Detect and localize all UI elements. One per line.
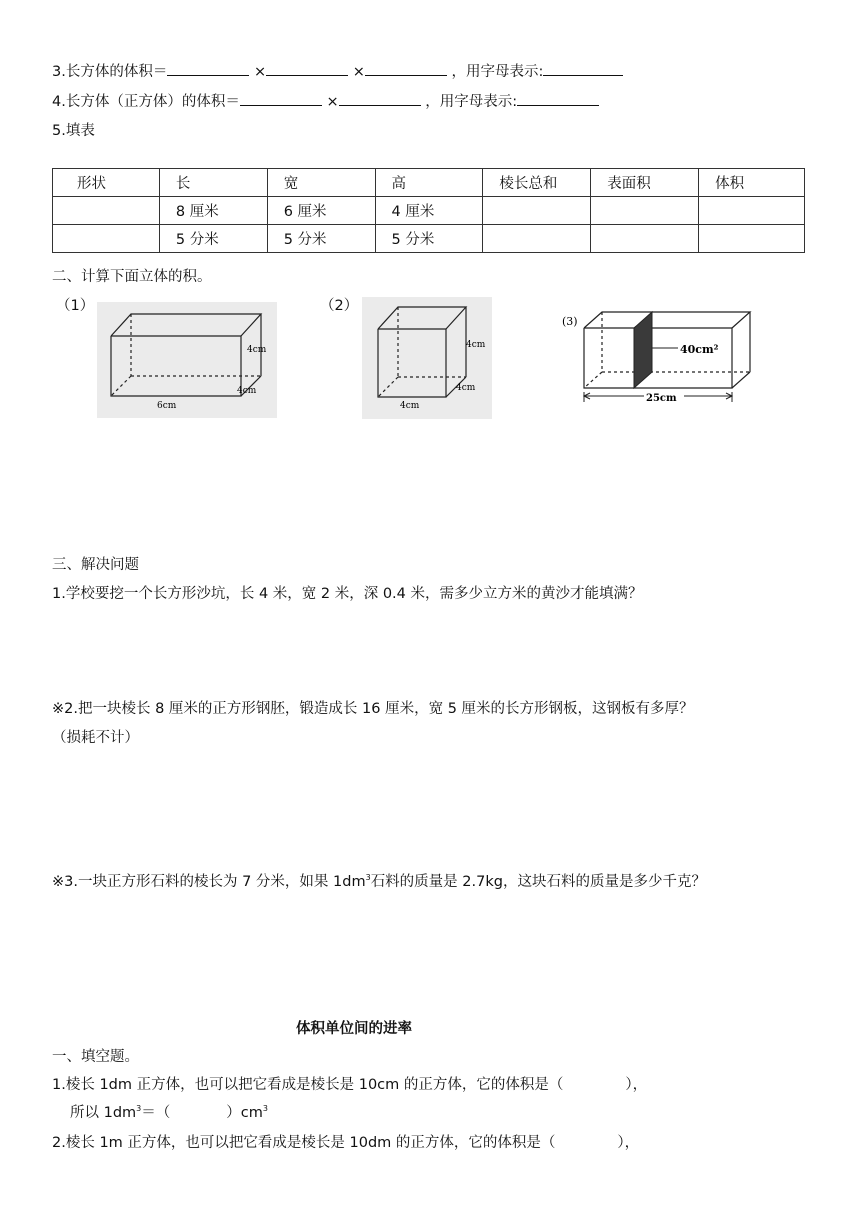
section-3-title: 三、解决问题 bbox=[52, 557, 139, 573]
question-4: 4.长方体（正方体）的体积＝ × ，用字母表示: bbox=[52, 90, 599, 111]
table-header: 棱长总和 bbox=[483, 169, 591, 197]
label-length: 25cm bbox=[646, 393, 677, 404]
answer-blank[interactable] bbox=[266, 61, 348, 76]
fill-table bbox=[52, 168, 805, 253]
prism-figure-3 bbox=[560, 304, 760, 408]
table-header: 宽 bbox=[267, 169, 375, 197]
fill-question-2: 2.棱长 1m 正方体，也可以把它看成是棱长是 10dm 的正方体，它的体积是（ ）， bbox=[52, 1135, 640, 1151]
label-depth: 4cm bbox=[237, 386, 257, 396]
question-3: 3.长方体的体积＝ × × ，用字母表示: bbox=[52, 60, 623, 81]
table-cell[interactable] bbox=[699, 197, 805, 225]
table-cell: 5 分米 bbox=[375, 225, 483, 253]
table-header-row bbox=[53, 169, 805, 197]
cuboid-figure-1 bbox=[97, 302, 277, 418]
label-height: 4cm bbox=[247, 345, 267, 355]
table-header: 表面积 bbox=[591, 169, 699, 197]
problem-2-note: （损耗不计） bbox=[52, 730, 139, 746]
answer-blank[interactable] bbox=[339, 91, 421, 106]
table-cell: 4 厘米 bbox=[375, 197, 483, 225]
label-height: 4cm bbox=[466, 340, 486, 350]
section-title-conversion: 体积单位间的进率 bbox=[296, 1021, 412, 1037]
table-header: 形状 bbox=[53, 169, 160, 197]
table-cell: 5 分米 bbox=[267, 225, 375, 253]
answer-blank[interactable] bbox=[543, 61, 623, 76]
table-header: 高 bbox=[375, 169, 483, 197]
table-header: 长 bbox=[159, 169, 267, 197]
table-row bbox=[53, 197, 805, 225]
table-cell[interactable] bbox=[591, 197, 699, 225]
fill-section-title: 一、填空题。 bbox=[52, 1049, 139, 1065]
answer-blank[interactable] bbox=[167, 61, 249, 76]
table-cell[interactable] bbox=[53, 197, 160, 225]
section-2-title: 二、计算下面立体的积。 bbox=[52, 269, 212, 285]
label-area: 40cm² bbox=[680, 343, 719, 356]
label-length: 6cm bbox=[157, 401, 177, 411]
table-cell: 8 厘米 bbox=[159, 197, 267, 225]
fill-question-1: 1.棱长 1dm 正方体，也可以把它看成是棱长是 10cm 的正方体，它的体积是（ ）， bbox=[52, 1077, 648, 1093]
answer-blank[interactable] bbox=[517, 91, 599, 106]
figure-3-label: (3) bbox=[562, 315, 578, 328]
figure-1-label: （1） bbox=[56, 298, 95, 314]
table-row bbox=[53, 225, 805, 253]
table-cell[interactable] bbox=[483, 225, 591, 253]
figure-2-label: （2） bbox=[320, 298, 359, 314]
table-cell[interactable] bbox=[53, 225, 160, 253]
cube-figure-2 bbox=[362, 297, 492, 419]
table-cell: 5 分米 bbox=[159, 225, 267, 253]
problem-1: 1.学校要挖一个长方形沙坑，长 4 米，宽 2 米，深 0.4 米，需多少立方米的黄沙才能填满？ bbox=[52, 586, 643, 602]
table-header: 体积 bbox=[699, 169, 805, 197]
fill-question-1-line-2: 所以 $1dm^3=$（ ）$cm^3$ bbox=[70, 1104, 268, 1121]
answer-blank[interactable] bbox=[240, 91, 322, 106]
label-length: 4cm bbox=[400, 401, 420, 411]
table-cell[interactable] bbox=[699, 225, 805, 253]
question-5: 5.填表 bbox=[52, 123, 95, 139]
shaded-cross-section bbox=[634, 312, 652, 388]
problem-2: ※2.把一块棱长 8 厘米的正方形钢胚，锻造成长 16 厘米，宽 5 厘米的长方形钢板，这钢板有多厚？ bbox=[52, 701, 694, 717]
problem-3: ※3.一块正方形石料的棱长为 7 分米，如果 $1dm^3$石料的质量是 2.7kg，这块石料的质量是多少千克？ bbox=[52, 873, 706, 890]
label-depth: 4cm bbox=[456, 383, 476, 393]
table-cell[interactable] bbox=[591, 225, 699, 253]
table-cell[interactable] bbox=[483, 197, 591, 225]
answer-blank[interactable] bbox=[365, 61, 447, 76]
table-cell: 6 厘米 bbox=[267, 197, 375, 225]
